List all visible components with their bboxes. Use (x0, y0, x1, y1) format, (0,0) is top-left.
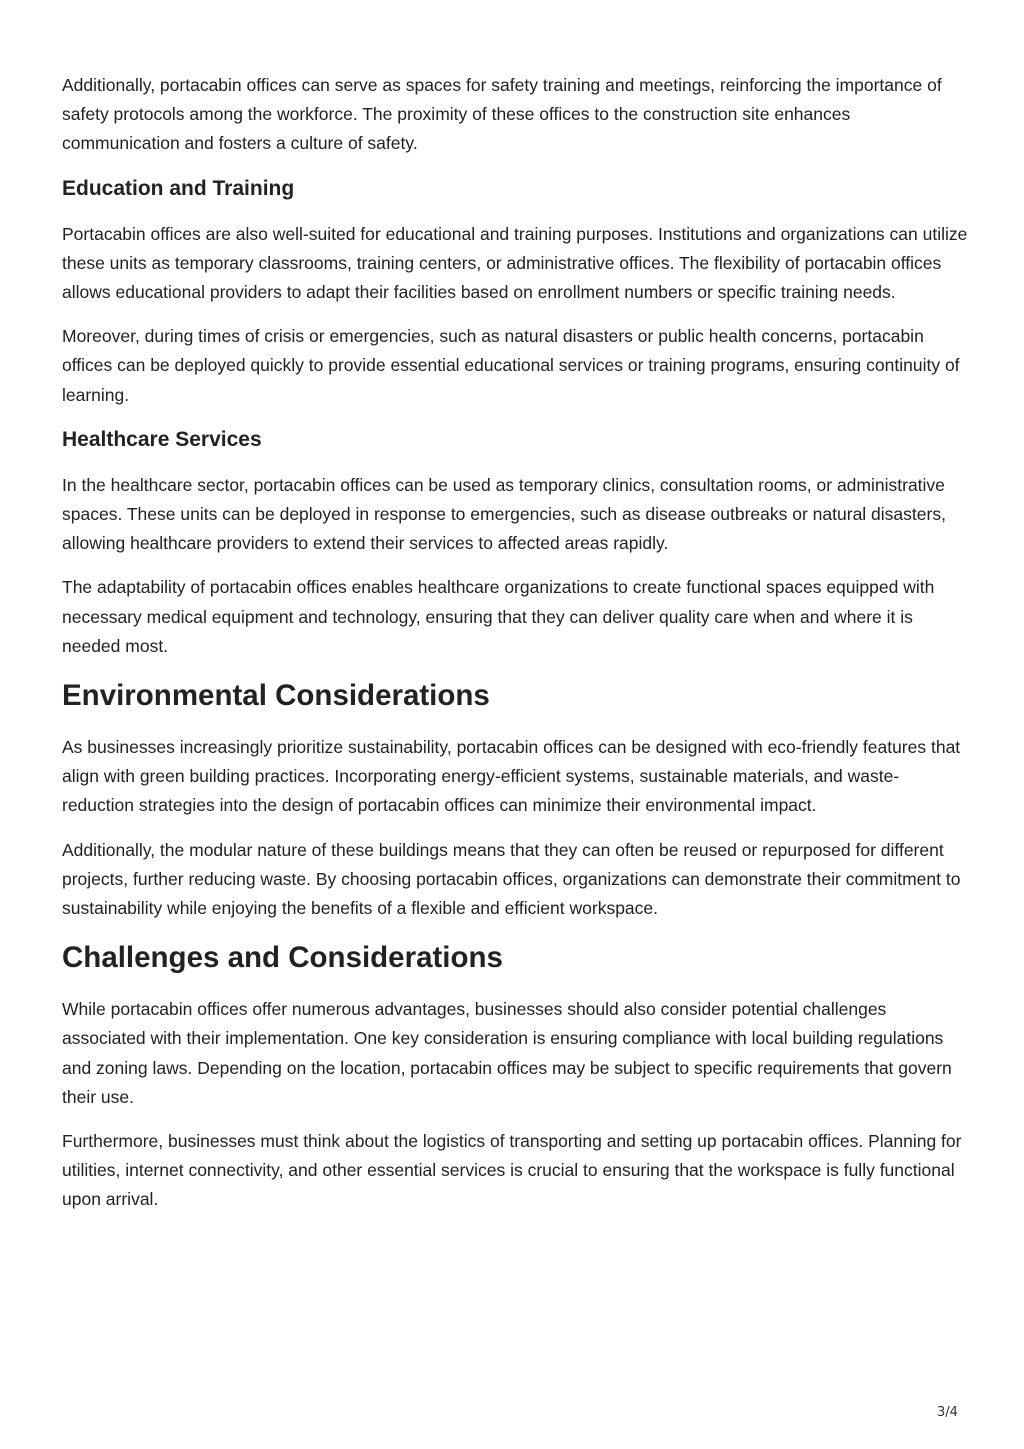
heading-healthcare-services: Healthcare Services (62, 427, 262, 451)
paragraph-challenges-compliance: While portacabin offices offer numerous advantages, businesses should also consider potential challenges associated with their implementation. One key consideration is ensuring compliance with local building regulations and zoning laws. Depending on the location, portacabin offices may be subject to specific requirements that govern their use. (62, 999, 952, 1107)
paragraph-healthcare-sector: In the healthcare sector, portacabin offices can be used as temporary clinics, consultation rooms, or administrative spaces. These units can be deployed in response to emergencies, such as disease outbreaks or natural disasters, allowing healthcare providers to extend their services to affected areas rapidly. (62, 474, 946, 554)
paragraph-healthcare-adaptability: The adaptability of portacabin offices enables healthcare organizations to create functional spaces equipped with necessary medical equipment and technology, ensuring that they can deliver quality care when and where it is needed most. (62, 577, 935, 656)
paragraph-environment-modular: Additionally, the modular nature of these buildings means that they can often be reused or repurposed for different projects, further reducing waste. By choosing portacabin offices, organizations can demonstrate their commitment to sustainability while enjoying the benefits of a flexible and efficient workspace. (62, 839, 961, 919)
document-body (62, 71, 968, 1230)
heading-education-and-training: Education and Training (62, 176, 295, 200)
paragraph-education-purposes: Portacabin offices are also well-suited for educational and training purposes. Institutions and organizations can utilize these units as temporary classrooms, training centers, or administrative offices. The flexibility of portacabin offices allows educational providers to adapt their facilities based on enrollment numbers or specific training needs. (62, 223, 968, 303)
paragraph-safety-training: Additionally, portacabin offices can serve as spaces for safety training and meetings, reinforcing the importance of safety protocols among the workforce. The proximity of these offices to the construction site enhances communication and fosters a culture of safety. (62, 75, 942, 154)
heading-challenges-and-considerations: Challenges and Considerations (62, 941, 503, 975)
heading-environmental-considerations: Environmental Considerations (62, 679, 490, 713)
paragraph-education-crisis: Moreover, during times of crisis or emergencies, such as natural disasters or public health concerns, portacabin offices can be deployed quickly to provide essential educational services or training programs, ensuring continuity of learning. (62, 326, 960, 405)
paragraph-challenges-logistics: Furthermore, businesses must think about the logistics of transporting and setting up portacabin offices. Planning for utilities, internet connectivity, and other essential services is crucial to ensuring that the workspace is fully functional upon arrival. (62, 1131, 962, 1210)
paragraph-environment-sustainability: As businesses increasingly prioritize sustainability, portacabin offices can be designed with eco-friendly features that align with green building practices. Incorporating energy-efficient systems, sustainable materials, and waste-reduction strategies into the design of portacabin offices can minimize their environmental impact. (62, 737, 961, 816)
page-number: 3/4 (937, 1405, 958, 1420)
